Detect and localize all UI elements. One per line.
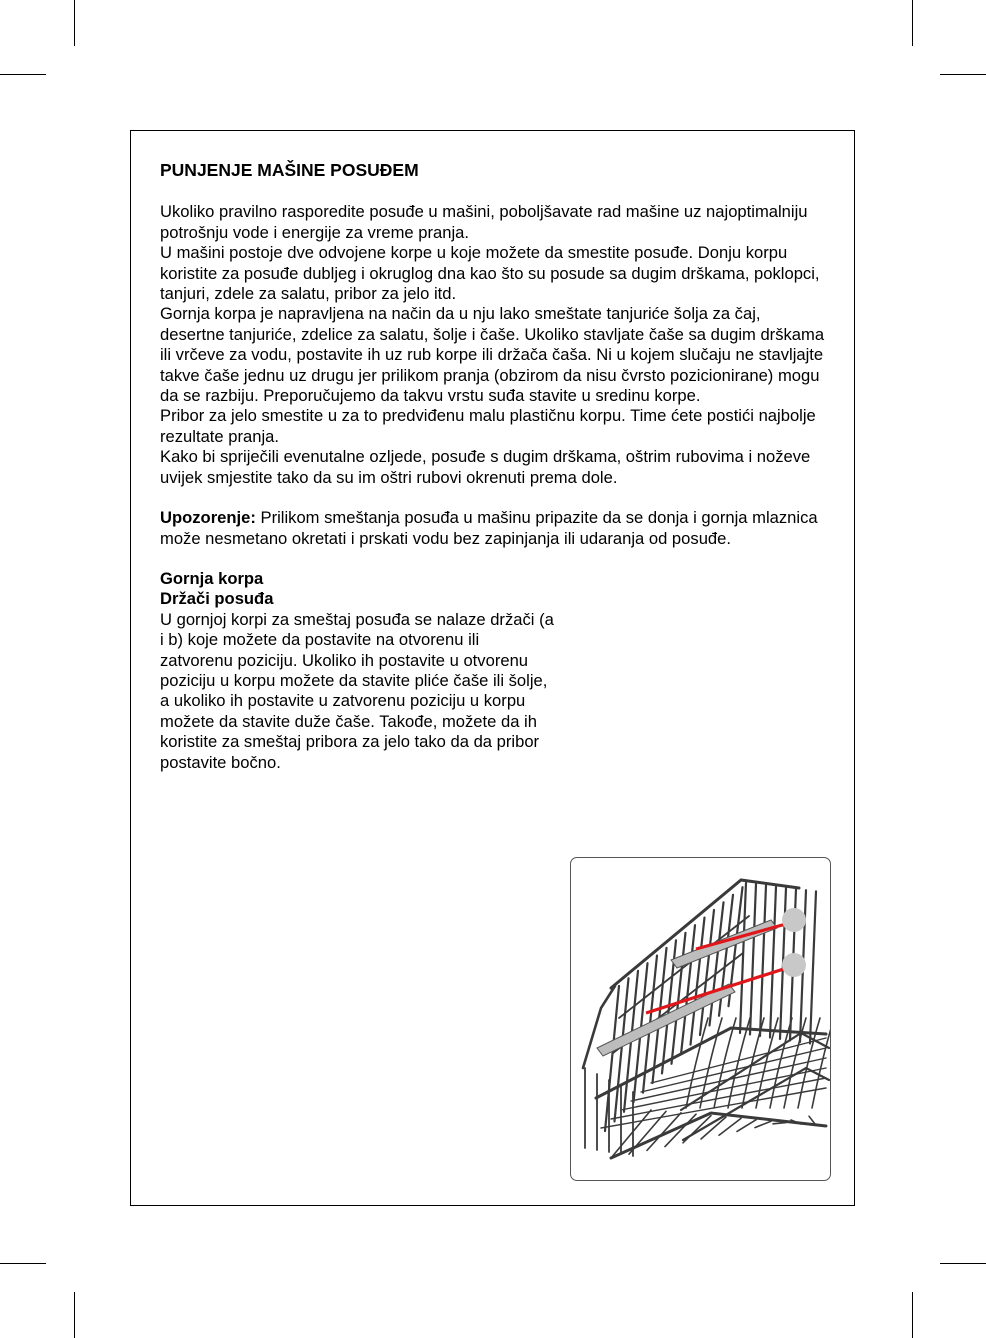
crop-mark (74, 0, 75, 46)
section-heading: Gornja korpa (160, 568, 264, 588)
warning-text: Prilikom smeštanja posuđa u mašinu pripazite da se donja i gornja mlaznica može nesmetano okretati i prskati vodu bez zapinjanja ili udaranja od posuđe. (160, 508, 818, 548)
section-subheading: Držači posuđa (160, 589, 274, 609)
section-body: U gornjoj korpi za smeštaj posuđa se nalaze držači (a i b) koje možete da postavite na otvorenu ili zatvorenu poziciju. Ukoliko ih postavite u otvorenu poziciju u korpu možete da stavite pliće čaše ili šolje, a ukoliko ih postavite u zatvorenu poziciju u korpu možete da stavite duže čaše. Takođe, možete da ih koristite za smeštaj pribora za jelo tako da da pribor postavite bočno. (160, 609, 554, 772)
crop-mark (0, 74, 46, 75)
paragraph: Gornja korpa je napravljena na način da u nju lako smeštate tanjuriće šolja za čaj, desertne tanjuriće, zdelice za salatu, šolje i čaše. Ukoliko stavljate čaše sa dugim drškama ili vrčeve za vodu, postavite ih uz rub korpe ili držača čaša. Ni u kojem slučaju ne stavljajte takve čaše jednu uz drugu jer prilikom pranja (obzirom da nisu čvrsto pozicionirane) mogu da se razbiju. Preporučujemo da takvu vrstu suđa stavite u sredinu korpe. (160, 304, 825, 406)
paragraph: Pribor za jelo smestite u za to predviđenu malu plastičnu korpu. Time ćete postići najbolje rezultate pranja. (160, 406, 816, 446)
crop-mark (912, 0, 913, 46)
crop-mark (940, 1263, 986, 1264)
marker-a (782, 908, 806, 932)
upper-basket-illustration (570, 857, 831, 1181)
marker-b (782, 953, 806, 977)
page-content (160, 160, 825, 773)
paragraph: Kako bi spriječili evenutalne ozljede, posuđe s dugim drškama, oštrim rubovima i noževe uvijek smjestite tako da su im oštri rubovi okrenuti prema dole. (160, 447, 811, 487)
crop-mark (912, 1292, 913, 1338)
paragraph: U mašini postoje dve odvojene korpe u koje možete da smestite posuđe. Donju korpu koristite za posuđe dubljeg i okruglog dna kao što su posude sa dugim drškama, poklopci, tanjuri, zdele za salatu, pribor za jelo itd. (160, 243, 820, 304)
crop-mark (940, 74, 986, 75)
warning-paragraph (160, 508, 825, 549)
paragraph: Ukoliko pravilno rasporedite posuđe u mašini, poboljšavate rad mašine uz najoptimalniju potrošnju vode i energije za vreme pranja. (160, 202, 808, 242)
basket-drawing (571, 858, 831, 1181)
crop-mark (74, 1292, 75, 1338)
crop-mark (0, 1263, 46, 1264)
page-title: PUNJENJE MAŠINE POSUĐEM (160, 160, 419, 180)
warning-label: Upozorenje: (160, 508, 256, 528)
